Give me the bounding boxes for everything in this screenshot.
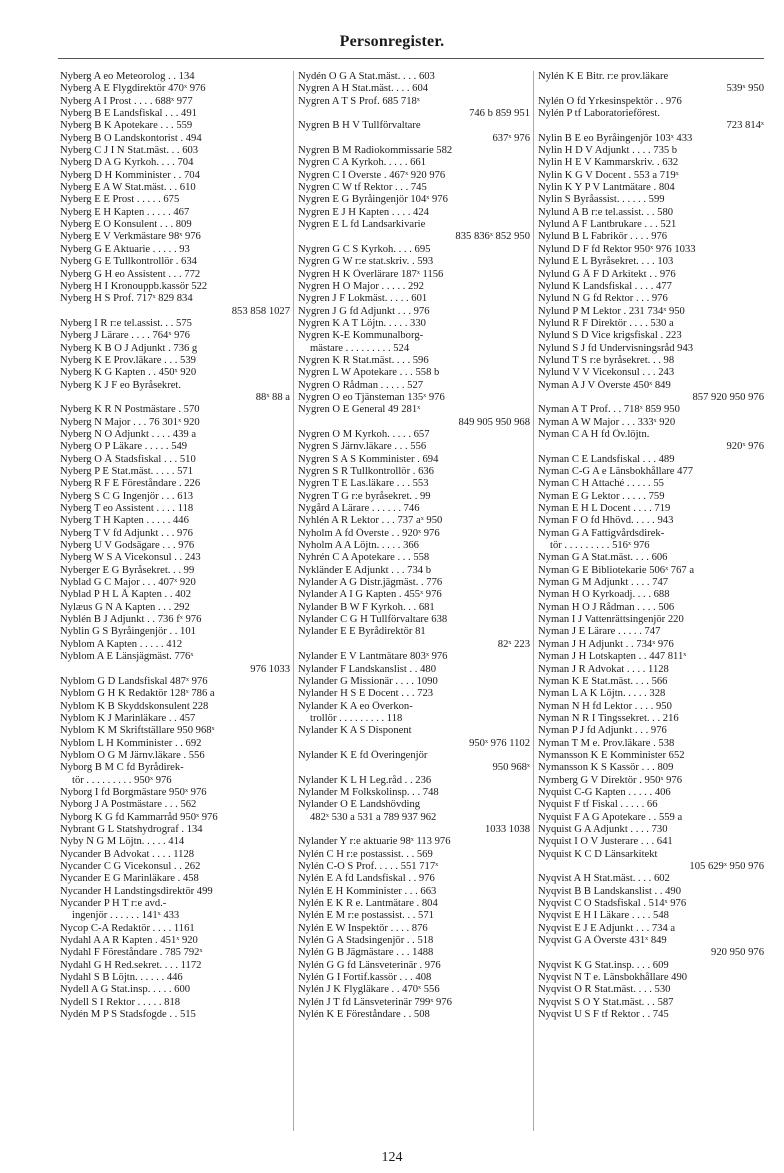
register-entry: Nycander P H T r:e avd.- (60, 898, 167, 910)
register-entry: Nyblad G C Major . . . 407ˣ 920 (60, 577, 196, 589)
register-entry: Nydell S I Rektor . . . . . 818 (60, 996, 181, 1008)
register-entry-continuation: 835 836ˣ 852 950 (455, 231, 530, 243)
register-entry: Nylander B W F Kyrkoh. . . 681 (298, 601, 435, 613)
register-entry-continuation: 82ˣ 223 (497, 638, 530, 650)
register-entry: Nylund K Landsfiskal . . . . 477 (538, 280, 672, 292)
register-entry: Nyman P J fd Adjunkt . . . 976 (538, 725, 667, 737)
register-entry: Nylander K E fd Överingenjör (298, 749, 428, 761)
register-entry: Nyblom A Kapten . . . . . 412 (60, 638, 183, 650)
register-entry: Nyquist F tf Fiskal . . . . . 66 (538, 799, 658, 811)
register-entry: Nydahl G H Red.sekret. . . . 1172 (60, 959, 202, 971)
register-entry: Nyblom K B Skyddskonsulent 228 (60, 700, 209, 712)
register-entry-continuation: 950 968ˣ (492, 762, 530, 774)
register-entry: Nylund A F Lantbrukare . . . 521 (538, 219, 677, 231)
register-entry-continuation: 105 629ˣ 950 976 (689, 861, 764, 872)
register-entry: Nygård A Lärare . . . . . . 746 (298, 503, 420, 515)
register-entry: Nyberg K E Prov.läkare . . . 539 (60, 354, 196, 366)
register-entry: Nycop C-A Redaktör . . . . 1161 (60, 922, 195, 934)
register-entry: Nyberg N O Adjunkt . . . . 439 a (60, 428, 197, 440)
register-entry: Nyblom G D Landsfiskal 487ˣ 976 (60, 675, 208, 687)
register-entry: Nyberg G H eo Assistent . . . 772 (60, 268, 201, 280)
register-entry: Nylæus G N A Kapten . . . 292 (60, 601, 190, 613)
register-entry: Nylund E L Byråsekret. . . . 103 (538, 256, 674, 268)
register-entry: Nyberg B K Apotekare . . . 559 (60, 120, 193, 132)
register-entry: Nygren E G Byråingenjör 104ˣ 976 (298, 194, 448, 206)
register-column-1 (60, 71, 290, 1126)
register-entry: Nyman G A Fattigvårdsdirek- (538, 527, 665, 539)
register-entry: Nyberg T H Kapten . . . . . 446 (60, 515, 189, 527)
register-entry-continuation: 746 b 859 951 (469, 108, 530, 120)
register-entry: Nyberg O P Läkare . . . . . 549 (60, 441, 188, 453)
register-entry: Nygren G C S Kyrkoh. . . . 695 (298, 243, 431, 255)
register-entry: Nyberg U V Godsägare . . . 976 (60, 540, 195, 552)
register-entry: Nylander O E Landshövding (298, 799, 421, 811)
register-entry: Nyman C H Attaché . . . . . 55 (538, 478, 664, 490)
register-entry: Nylund S J fd Undervisningsråd 943 (538, 342, 694, 354)
register-entry: Nyberg G E Tullkontrollör . 634 (60, 256, 197, 268)
register-entry-continuation: 1033 1038 (484, 823, 530, 835)
register-entry: Nyberg E A W Stat.mäst. . . 610 (60, 182, 196, 194)
register-entry: Nylén P tf Laboratorieförest. (538, 108, 660, 120)
register-entry: Nyman T M e. Prov.läkare . 538 (538, 737, 675, 749)
register-entry: Nyquist G A Adjunkt . . . . 730 (538, 823, 668, 835)
register-entry: Nyberg C J I N Stat.mäst. . . 603 (60, 145, 199, 157)
register-entry: Nygren K R Stat.mäst. . . . 596 (298, 354, 429, 366)
register-entry: Nyberg E O Konsulent . . . 809 (60, 219, 192, 231)
register-entry: Nyberg B O Landskontorist . 494 (60, 132, 202, 144)
register-entry: Nygren L W Apotekare . . . 558 b (298, 367, 440, 379)
register-entry: Nyquist F A G Apotekare . . 559 a (538, 811, 683, 823)
register-entry: Nyholm A A Löjtn. . . . . 366 (298, 540, 419, 552)
register-entry: Nylander E V Lantmätare 803ˣ 976 (298, 651, 448, 663)
register-entry: Nyberg O Å Stadsfiskal . . . 510 (60, 453, 196, 465)
register-entry: Nygren S Järnv.läkare . . . 556 (298, 441, 427, 453)
register-entry: Nydahl S B Löjtn. . . . . . 446 (60, 972, 183, 984)
register-entry: Nyberg I R r:e tel.assist. . . 575 (60, 317, 192, 329)
register-entry: Nyman C E Landsfiskal . . . 489 (538, 453, 675, 465)
register-entry: Nyman E H L Docent . . . . 719 (538, 503, 671, 515)
register-entry-continuation: 920 950 976 (711, 947, 764, 959)
register-entry: Nyman J E Lärare . . . . . 747 (538, 626, 661, 638)
register-entry: Nyberg R F E Föreståndare . 226 (60, 478, 201, 490)
register-entry: Nymansson K E Komminister 652 (538, 749, 685, 761)
register-entry: Nyborg K G fd Kammarråd 950ˣ 976 (60, 811, 218, 823)
register-entry: Nyman G E Bibliotekarie 506ˣ 767 a (538, 564, 695, 576)
register-entry: Nyhrén C A Apotekare . . . 558 (298, 552, 430, 564)
register-entry: Nyberg P E Stat.mäst. . . . . 571 (60, 466, 194, 477)
register-column-2 (298, 71, 530, 1126)
register-entry: Nylin B E eo Byråingenjör 103ˣ 433 (538, 132, 693, 144)
register-entry: Nylund V V Vicekonsul . . . 243 (538, 367, 675, 379)
register-entry: Nygren H K Överlärare 187ˣ 1156 (298, 268, 444, 280)
register-entry: Nylander H S E Docent . . . 723 (298, 688, 434, 700)
register-entry: Nyquist K C D Länsarkitekt (538, 848, 658, 860)
register-entry: Nyman J R Advokat . . . . 1128 (538, 663, 669, 675)
register-entry: Nyquist I O V Justerare . . . 641 (538, 836, 673, 848)
register-entry: Nyblén B J Adjunkt . . 736 fˣ 976 (60, 614, 202, 626)
register-entry: Nylén E M r:e postassist. . . 571 (298, 910, 434, 922)
register-entry: Nylén E K R e. Lantmätare . 804 (298, 898, 438, 910)
register-entry: Nygren K-E Kommunalborg- (298, 330, 424, 342)
register-entry: Nyman I J Vattenrättsingenjör 220 (538, 614, 684, 626)
register-entry: Nylén J T fd Länsveterinär 799ˣ 976 (298, 996, 452, 1008)
register-entry: Nyman J H Lotskapten . . 447 811ˣ (538, 651, 687, 663)
register-entry-continuation: 920ˣ 976 (726, 441, 764, 453)
register-entry: Nyqvist S O Y Stat.mäst. . . 587 (538, 996, 674, 1008)
register-entry-continuation: 637ˣ 976 (492, 132, 530, 144)
register-entry: Nyberg K R N Postmästare . 570 (60, 404, 200, 416)
register-entry: Nyqvist O R Stat.mäst. . . . 530 (538, 984, 671, 996)
register-entry: Nycander B Advokat . . . . 1128 (60, 848, 195, 860)
register-entry: Nylund S D Vice krigsfiskal . 223 (538, 330, 682, 342)
column-separator (533, 71, 534, 1131)
register-entry: Nycander H Landstingsdirektör 499 (60, 885, 213, 897)
register-entry: Nyberg H I Kronouppb.kassör 522 (60, 280, 208, 292)
register-entry: Nyblom L H Komminister . . 692 (60, 737, 202, 749)
register-entry: Nylander A I G Kapten . 455ˣ 976 (298, 589, 442, 601)
register-entry: Nygren C I Överste . 467ˣ 920 976 (298, 169, 446, 181)
register-entry-continuation: 950ˣ 976 1102 (469, 737, 530, 749)
register-entry: Nygren B H V Tullförvaltare (298, 120, 421, 132)
register-entry: Nylin K G V Docent . 553 a 719ˣ (538, 169, 679, 181)
register-entry: Nyman A T Prof. . . 718ˣ 859 950 (538, 404, 680, 416)
register-entry: Nyman A J V Överste 450ˣ 849 (538, 379, 671, 391)
register-entry: Nyborg I fd Borgmästare 950ˣ 976 (60, 786, 207, 798)
register-entry: Nylund T S r:e byråsekret. . . 98 (538, 354, 675, 366)
register-entry: Nygren E L fd Landsarkivarie (298, 219, 426, 231)
register-entry-continuation: 853 858 1027 (231, 305, 290, 317)
register-entry: Nyberg N Major . . . 76 301ˣ 920 (60, 416, 200, 428)
register-entry: Nyman H O Kyrkoadj. . . . 688 (538, 589, 670, 601)
register-entry: Nycander E G Marinläkare . 458 (60, 873, 199, 885)
register-entry: Nyberg W S A Vicekonsul . . 243 (60, 552, 201, 564)
register-entry-continuation: ingenjör . . . . . . 141ˣ 433 (72, 910, 180, 922)
register-entry: Nyman L A K Löjtn. . . . . 328 (538, 688, 666, 700)
header-rule (58, 58, 764, 59)
register-entry: Nylander Y r:e aktuarie 98ˣ 113 976 (298, 836, 451, 848)
register-entry: Nyberg D A G Kyrkoh. . . . 704 (60, 157, 194, 169)
register-entry: Nyhlén A R Lektor . . . 737 aˣ 950 (298, 515, 443, 527)
register-entry-continuation: mästare . . . . . . . . . 524 (310, 342, 410, 354)
register-entry: Nyman G M Adjunkt . . . . 747 (538, 577, 669, 589)
register-entry: Nylund B L Fabrikör . . . . 976 (538, 231, 668, 243)
register-entry: Nylund P M Lektor . 231 734ˣ 950 (538, 305, 685, 317)
register-entry: Nyberg K B O J Adjunkt . 736 g (60, 342, 198, 354)
register-entry: Nylander K A S Disponent (298, 725, 412, 737)
register-entry: Nylén G I Fortif.kassör . . . 408 (298, 972, 432, 984)
register-entry: Nyberg S C G Ingenjör . . . 613 (60, 490, 194, 502)
register-entry: Nylén E W Inspektör . . . . 876 (298, 922, 428, 934)
register-entry: Nymansson K S Kassör . . . 809 (538, 762, 674, 774)
register-entry: Nyblom G H K Redaktör 128ˣ 786 a (60, 688, 215, 700)
register-entry-continuation: trollör . . . . . . . . . 118 (310, 712, 403, 724)
register-entry: Nyby N G M Löjtn. . . . . 414 (60, 836, 185, 848)
register-entry: Nygren J G fd Adjunkt . . . 976 (298, 305, 430, 317)
register-entry: Nygren T G r:e byråsekret. . 99 (298, 490, 431, 502)
register-entry: Nylander M Folkskolinsp. . . 748 (298, 786, 439, 798)
register-entry: Nyblad P H L Å Kapten . . 402 (60, 589, 192, 601)
register-entry: Nyberg K J F eo Byråsekret. (60, 379, 182, 391)
register-column-3 (538, 71, 764, 1126)
register-entry: Nylén O fd Yrkesinspektör . . 976 (538, 95, 682, 107)
register-entry: Nyqvist G A Överste 431ˣ 849 (538, 935, 667, 947)
register-entry: Nygren O E General 49 281ˣ (298, 404, 421, 416)
register-entry: Nylander C G H Tullförvaltare 638 (298, 614, 448, 626)
register-entry: Nydén M P S Stadsfogde . . 515 (60, 1009, 196, 1021)
register-entry: Nygren S R Tullkontrollör . 636 (298, 466, 434, 477)
register-entry: Nyberg A I Prost . . . . 688ˣ 977 (60, 95, 193, 107)
register-entry: Nylund D F fd Rektor 950ˣ 976 1033 (538, 243, 696, 255)
register-entry: Nylén E A fd Landsfiskal . . 976 (298, 873, 435, 885)
register-entry: Nylén C H r:e postassist. . . 569 (298, 848, 433, 860)
register-entry: Nyman F O fd Hhövd. . . . . 943 (538, 515, 674, 527)
register-entry: Nylander K A eo Överkon- (298, 700, 413, 712)
page-title: Personregister. (339, 33, 445, 50)
register-entry: Nyberg E E Prost . . . . . 675 (60, 194, 180, 206)
register-entry-continuation: 976 1033 (250, 663, 290, 675)
register-entry: Nylund N G fd Rektor . . . 976 (538, 293, 668, 305)
register-entry: Nyman N H fd Lektor . . . . 950 (538, 700, 672, 712)
register-entry: Nyberg E V Verkmästare 98ˣ 976 (60, 231, 201, 243)
register-entry: Nyqvist E H I Läkare . . . . 548 (538, 910, 669, 922)
register-entry: Nyberg G E Aktuarie . . . . . 93 (60, 243, 190, 255)
register-entry-continuation: 857 920 950 976 (692, 391, 764, 403)
register-entry: Nylander F Landskanslist . . 480 (298, 663, 436, 675)
register-entry: Nyqvist U S F tf Rektor . . 745 (538, 1009, 669, 1021)
register-entry: Nydén O G A Stat.mäst. . . . 603 (298, 71, 435, 82)
register-entry: Nylin H E V Kammarskriv. . 632 (538, 157, 679, 169)
register-entry: Nybrant G L Statshydrograf . 134 (60, 823, 203, 835)
register-entry: Nylin H D V Adjunkt . . . . 735 b (538, 145, 678, 157)
register-entry: Nylin S Byråassist. . . . . . 599 (538, 194, 665, 206)
register-entry: Nygren O eo Tjänsteman 135ˣ 976 (298, 391, 445, 403)
register-entry: Nyquist C-G Kapten . . . . . 406 (538, 786, 671, 798)
register-entry: Nylén K E Föreståndare . . 508 (298, 1009, 430, 1021)
register-entry-continuation: 88ˣ 88 a (255, 391, 290, 403)
register-entry: Nyberg E H Kapten . . . . . 467 (60, 206, 190, 218)
register-entry: Nydahl F Föreståndare . 785 792ˣ (60, 947, 203, 959)
column-separator (293, 71, 294, 1131)
register-entry: Nyberg D H Komminister . . 704 (60, 169, 200, 181)
register-entry: Nyberg H S Prof. 717ˣ 829 834 (60, 293, 193, 305)
register-entry: Nygren C W tf Rektor . . . 745 (298, 182, 427, 194)
register-entry: Nyman N R I Tingssekret. . . 216 (538, 712, 679, 724)
register-entry: Nyqvist E J E Adjunkt . . . 734 a (538, 922, 676, 934)
register-entry: Nyqvist B B Landskanslist . . 490 (538, 885, 682, 897)
register-entry: Nylander G Missionär . . . . 1090 (298, 675, 438, 687)
register-entry-continuation: 849 905 950 968 (458, 416, 530, 428)
register-entry-continuation: tör . . . . . . . . . 950ˣ 976 (72, 774, 172, 786)
register-entry-continuation: 539ˣ 950 (726, 83, 764, 95)
register-entry: Nyberg J Lärare . . . . 764ˣ 976 (60, 330, 190, 342)
register-entry: Nyman C A H fd Öv.löjtn. (538, 428, 650, 440)
register-entry: Nygren O Rådman . . . . . 527 (298, 379, 424, 391)
register-entry: Nyborg B M C fd Byrådirek- (60, 762, 184, 774)
register-entry: Nygren O M Kyrkoh. . . . . 657 (298, 428, 430, 440)
register-entry: Nyman K E Stat.mäst. . . . 566 (538, 675, 668, 687)
register-entry: Nyberg K G Kapten . . 450ˣ 920 (60, 367, 197, 379)
register-entry-continuation: tör . . . . . . . . . 516ˣ 976 (550, 540, 650, 552)
register-entry: Nyman J H Adjunkt . . 734ˣ 976 (538, 638, 674, 650)
register-entry: Nylén G B Jägmästare . . . 1488 (298, 947, 434, 959)
register-entry: Nyblom K J Marinläkare . . 457 (60, 712, 196, 724)
register-entry: Nyblom A E Länsjägmäst. 776ˣ (60, 651, 194, 663)
register-entry: Nycander C G Vicekonsul . . 262 (60, 861, 201, 872)
register-entry: Nylén E H Komminister . . . 663 (298, 885, 437, 897)
register-entry: Nyberg T V fd Adjunkt . . . 976 (60, 527, 193, 539)
register-entry: Nyqvist N T e. Länsbokhållare 490 (538, 972, 688, 984)
register-entry: Nygren C A Kyrkoh. . . . . 661 (298, 157, 427, 169)
register-entry: Nygren B M Radiokommissarie 582 (298, 145, 453, 157)
register-entry: Nygren K A T Löjtn. . . . . 330 (298, 317, 426, 329)
register-entry: Nygren H O Major . . . . . 292 (298, 280, 424, 292)
register-entry: Nylén G A Stadsingenjör . . 518 (298, 935, 434, 947)
register-entry: Nyqvist K G Stat.insp. . . . 609 (538, 959, 669, 971)
register-entry: Nydell A G Stat.insp. . . . . 600 (60, 984, 191, 996)
register-entry: Nyman E G Lektor . . . . . 759 (538, 490, 665, 502)
register-entry: Nylén C-O S Prof. . . . . 551 717ˣ (298, 861, 439, 872)
register-entry: Nyberg A E Flygdirektör 470ˣ 976 (60, 83, 206, 95)
register-entry: Nygren A H Stat.mäst. . . . 604 (298, 83, 429, 95)
register-entry: Nylén J K Flygläkare . . 470ˣ 556 (298, 984, 440, 996)
page-number: 124 (381, 1150, 403, 1165)
register-entry-continuation: 482ˣ 530 a 531 a 789 937 962 (310, 811, 437, 823)
register-entry: Nyblom O G M Järnv.läkare . 556 (60, 749, 205, 761)
register-entry: Nyholm A fd Överste . . 920ˣ 976 (298, 527, 440, 539)
register-entry: Nyman A W Major . . . 333ˣ 920 (538, 416, 676, 428)
register-entry: Nygren A T S Prof. 685 718ˣ (298, 95, 420, 107)
register-entry: Nyborg J A Postmästare . . . 562 (60, 799, 197, 811)
register-entry: Nygren T E Las.läkare . . . 553 (298, 478, 429, 490)
register-entry: Nyman H O J Rådman . . . . 506 (538, 601, 675, 613)
register-entry: Nykländer E Adjunkt . . . 734 b (298, 564, 431, 576)
register-entry: Nymberg G V Direktör . 950ˣ 976 (538, 774, 683, 786)
register-entry: Nylin K Y P V Lantmätare . 804 (538, 182, 675, 194)
register-entry: Nyberg T eo Assistent . . . . 118 (60, 503, 194, 515)
register-entry: Nylander K L H Leg.råd . . 236 (298, 774, 432, 786)
register-entry: Nyqvist C O Stadsfiskal . 514ˣ 976 (538, 898, 687, 910)
register-entry: Nygren S A S Komminister . 694 (298, 453, 439, 465)
register-entry: Nygren E J H Kapten . . . . 424 (298, 206, 429, 218)
register-entry: Nylén K E Bitr. r:e prov.läkare (538, 71, 669, 82)
register-entry: Nyblin G S Byråingenjör . . 101 (60, 626, 196, 638)
register-entry: Nyberg A eo Meteorolog . . 134 (60, 71, 195, 82)
register-entry: Nyman G A Stat.mäst. . . . 606 (538, 552, 668, 564)
register-entry: Nylund R F Direktör . . . . 530 a (538, 317, 674, 329)
register-entry: Nyberg B E Landsfiskal . . . 491 (60, 108, 197, 120)
register-entry: Nyqvist A H Stat.mäst. . . . 602 (538, 873, 670, 885)
register-entry: Nygren J F Lokmäst. . . . . 601 (298, 293, 428, 305)
register-entry: Nylund G Å F D Arkitekt . . 976 (538, 268, 676, 280)
register-entry: Nyblom K M Skriftställare 950 968ˣ (60, 725, 215, 737)
register-entry: Nygren G W r:e stat.skriv. . 593 (298, 256, 434, 268)
register-entry: Nylén G G fd Länsveterinär . 976 (298, 959, 441, 971)
register-entry: Nyman C-G A e Länsbokhållare 477 (538, 466, 694, 477)
register-entry: Nylander A G Distr.jägmäst. . 776 (298, 577, 443, 589)
register-entry-continuation: 723 814ˣ (726, 120, 764, 132)
register-entry: Nylander E E Byrådirektör 81 (298, 626, 426, 638)
register-entry: Nyberger E G Byråsekret. . . 99 (60, 564, 195, 576)
register-entry: Nydahl A A R Kapten . 451ˣ 920 (60, 935, 198, 947)
register-entry: Nylund A B r:e tel.assist. . . 580 (538, 206, 674, 218)
